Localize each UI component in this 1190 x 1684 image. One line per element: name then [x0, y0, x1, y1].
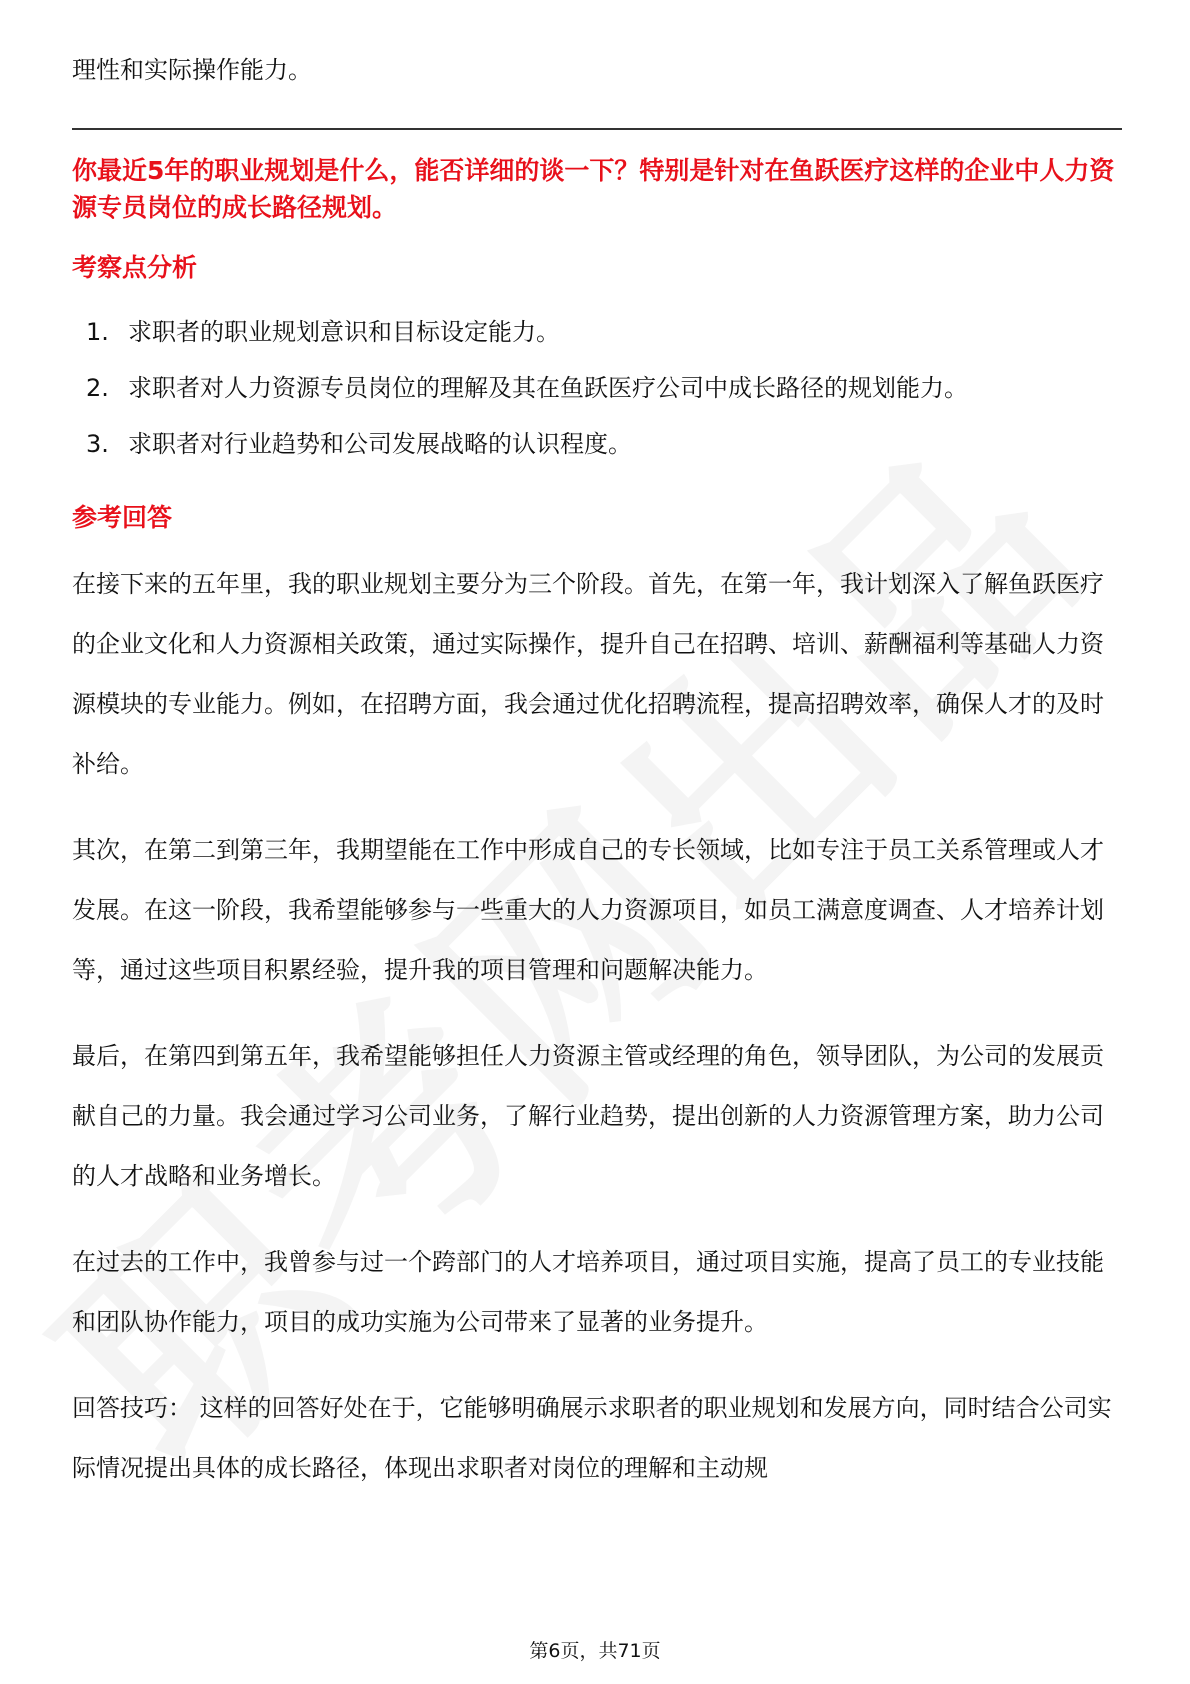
document-body — [72, 40, 1122, 1524]
analysis-heading: 考察点分析 — [72, 253, 198, 282]
analysis-list — [72, 304, 1122, 472]
list-item-text: 求职者对人力资源专员岗位的理解及其在鱼跃医疗公司中成长路径的规划能力。 — [128, 374, 968, 402]
list-item-number: 2. — [86, 374, 109, 402]
answer-heading: 参考回答 — [72, 503, 173, 532]
intro-tail-text: 理性和实际操作能力。 — [72, 56, 312, 84]
page-number-footer: 第6页，共71页 — [529, 1640, 661, 1662]
list-item-text: 求职者对行业趋势和公司发展战略的认识程度。 — [128, 430, 632, 458]
interview-question: 你最近5年的职业规划是什么，能否详细的谈一下？特别是针对在鱼跃医疗这样的企业中人力资源专员岗位的成长路径规划。 — [72, 156, 1115, 222]
list-item-number: 3. — [86, 430, 109, 458]
list-item-text: 求职者的职业规划意识和目标设定能力。 — [128, 318, 560, 346]
answer-paragraph: 其次，在第二到第三年，我期望能在工作中形成自己的专长领域，比如专注于员工关系管理或人才发展。在这一阶段，我希望能够参与一些重大的人力资源项目，如员工满意度调查、人才培养计划等，通过这些项目积累经验，提升我的项目管理和问题解决能力。 — [72, 836, 1104, 984]
answer-tips-paragraph: 回答技巧： 这样的回答好处在于，它能够明确展示求职者的职业规划和发展方向，同时结合公司实际情况提出具体的成长路径，体现出求职者对岗位的理解和主动规 — [72, 1394, 1112, 1482]
answer-paragraph: 在过去的工作中，我曾参与过一个跨部门的人才培养项目，通过项目实施，提高了员工的专业技能和团队协作能力，项目的成功实施为公司带来了显著的业务提升。 — [72, 1248, 1104, 1336]
list-item — [72, 304, 1122, 360]
answer-paragraph: 在接下来的五年里，我的职业规划主要分为三个阶段。首先，在第一年，我计划深入了解鱼跃医疗的企业文化和人力资源相关政策，通过实际操作，提升自己在招聘、培训、薪酬福利等基础人力资源模块的专业能力。例如，在招聘方面，我会通过优化招聘流程，提高招聘效率，确保人才的及时补给。 — [72, 570, 1104, 778]
list-item — [72, 360, 1122, 416]
list-item — [72, 416, 1122, 472]
answer-paragraph: 最后，在第四到第五年，我希望能够担任人力资源主管或经理的角色，领导团队，为公司的发展贡献自己的力量。我会通过学习公司业务，了解行业趋势，提出创新的人力资源管理方案，助力公司的人才战略和业务增长。 — [72, 1042, 1104, 1190]
list-item-number: 1. — [86, 318, 109, 346]
answer-section — [72, 554, 1122, 1498]
section-divider — [72, 128, 1122, 130]
